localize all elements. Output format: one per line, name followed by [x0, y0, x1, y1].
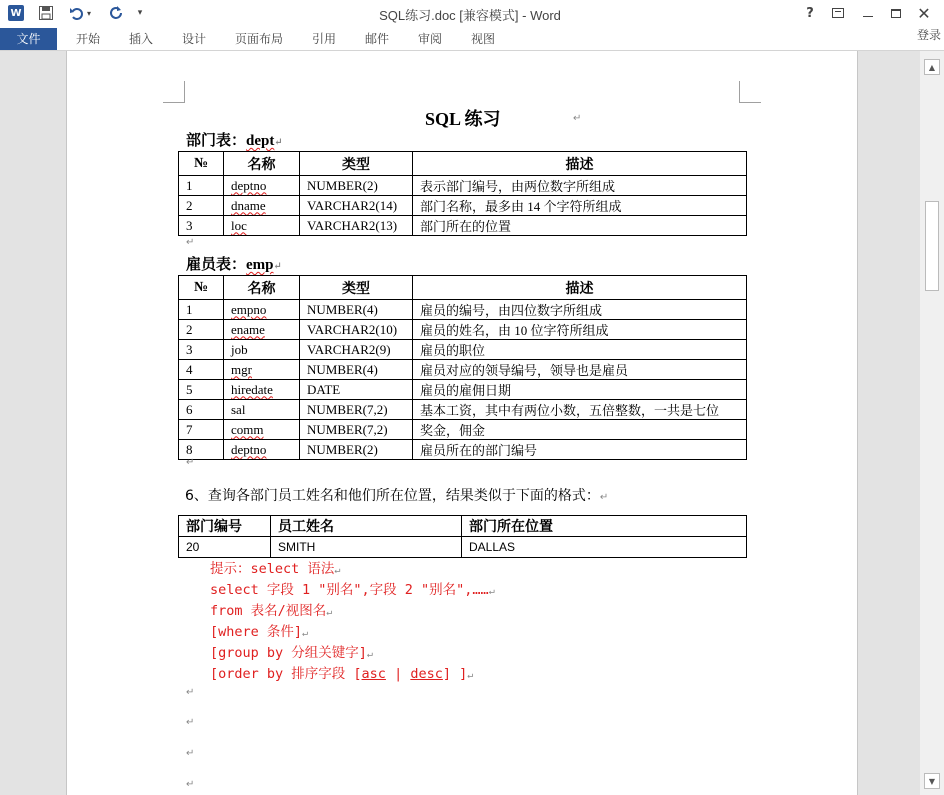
- table-cell: empno: [224, 300, 300, 320]
- table-cell: VARCHAR2(13): [300, 216, 413, 236]
- table-header-row: [179, 516, 747, 537]
- table-cell: 8: [179, 440, 224, 460]
- table-cell: NUMBER(2): [300, 176, 413, 196]
- col-header: 类型: [300, 152, 413, 176]
- col-header: №: [179, 152, 224, 176]
- table-cell: 雇员所在的部门编号: [413, 440, 747, 460]
- customize-quick-access-icon[interactable]: ▾: [137, 8, 143, 18]
- table-row: [179, 440, 747, 460]
- table-cell: deptno: [224, 440, 300, 460]
- table-cell: 20: [179, 537, 271, 558]
- table-cell: mgr: [224, 360, 300, 380]
- tab-layout[interactable]: 页面布局: [234, 32, 283, 46]
- scroll-up-arrow-icon[interactable]: ▲: [924, 59, 940, 75]
- table-row: [179, 196, 747, 216]
- paragraph-mark: ↵: [573, 113, 582, 124]
- hint-line: [where 条件]↵: [210, 624, 309, 640]
- table-cell: VARCHAR2(10): [300, 320, 413, 340]
- table-cell: NUMBER(7,2): [300, 420, 413, 440]
- table-row: [179, 360, 747, 380]
- ribbon-display-options-button[interactable]: [828, 4, 848, 22]
- table-cell: NUMBER(4): [300, 300, 413, 320]
- col-header: №: [179, 276, 224, 300]
- hint-line: 提示：select 语法↵: [210, 561, 341, 577]
- table-cell: dname: [224, 196, 300, 216]
- close-button[interactable]: ✕: [917, 3, 931, 23]
- table-cell: DATE: [300, 380, 413, 400]
- emp-heading: 雇员表：emp↵: [186, 257, 282, 273]
- tab-file[interactable]: 文件: [0, 28, 57, 50]
- maximize-button[interactable]: [886, 4, 906, 22]
- table-row: [179, 176, 747, 196]
- window-title: SQL练习.doc [兼容模式] - Word: [379, 8, 561, 23]
- table-cell: NUMBER(7,2): [300, 400, 413, 420]
- col-header: 名称: [224, 152, 300, 176]
- table-row: [179, 300, 747, 320]
- col-header: 类型: [300, 276, 413, 300]
- table-cell: deptno: [224, 176, 300, 196]
- col-header: 部门所在位置: [462, 516, 747, 537]
- table-cell: hiredate: [224, 380, 300, 400]
- document-page[interactable]: [66, 51, 858, 795]
- table-header-row: [179, 152, 747, 176]
- help-button[interactable]: ?: [806, 5, 814, 21]
- scroll-down-arrow-icon[interactable]: ▼: [924, 773, 940, 789]
- table-cell: sal: [224, 400, 300, 420]
- hint-line: [order by 排序字段 [asc | desc] ]↵: [210, 666, 474, 682]
- tab-insert[interactable]: 插入: [128, 32, 153, 46]
- tab-view[interactable]: 视图: [470, 32, 495, 46]
- table-cell: 部门所在的位置: [413, 216, 747, 236]
- table-header-row: [179, 276, 747, 300]
- table-row: [179, 380, 747, 400]
- table-cell: comm: [224, 420, 300, 440]
- table-row: [179, 216, 747, 236]
- tab-review[interactable]: 审阅: [417, 32, 442, 46]
- table-cell: 1: [179, 300, 224, 320]
- table-cell: 雇员的姓名，由 10 位字符所组成: [413, 320, 747, 340]
- vertical-scrollbar[interactable]: [920, 51, 944, 795]
- table-cell: SMITH: [271, 537, 462, 558]
- col-header: 描述: [413, 152, 747, 176]
- page-title: SQL 练习: [425, 109, 501, 129]
- document-area: [0, 51, 920, 795]
- table-cell: NUMBER(4): [300, 360, 413, 380]
- col-header: 部门编号: [179, 516, 271, 537]
- paragraph-mark: ↵: [186, 748, 195, 759]
- title-bar: [0, 0, 944, 28]
- tab-home[interactable]: 开始: [75, 32, 100, 46]
- table-cell: 表示部门编号，由两位数字所组成: [413, 176, 747, 196]
- ribbon-tabs: [0, 28, 944, 50]
- table-cell: VARCHAR2(9): [300, 340, 413, 360]
- table-cell: loc: [224, 216, 300, 236]
- table-cell: NUMBER(2): [300, 440, 413, 460]
- crop-mark: [163, 81, 185, 103]
- hint-line: from 表名/视图名↵: [210, 603, 333, 619]
- table-cell: 部门名称，最多由 14 个字符所组成: [413, 196, 747, 216]
- tab-references[interactable]: 引用: [311, 32, 336, 46]
- table-cell: job: [224, 340, 300, 360]
- col-header: 员工姓名: [271, 516, 462, 537]
- tab-design[interactable]: 设计: [181, 32, 206, 46]
- emp-table: [178, 275, 747, 460]
- col-header: 名称: [224, 276, 300, 300]
- table-cell: 雇员对应的领导编号，领导也是雇员: [413, 360, 747, 380]
- table-cell: 5: [179, 380, 224, 400]
- paragraph-mark: ↵: [186, 237, 195, 248]
- table-cell: 2: [179, 196, 224, 216]
- table-cell: 4: [179, 360, 224, 380]
- table-cell: 7: [179, 420, 224, 440]
- undo-icon[interactable]: ▾: [66, 3, 94, 23]
- table-cell: 基本工资，其中有两位小数，五倍整数，一共是七位: [413, 400, 747, 420]
- table-row: [179, 400, 747, 420]
- table-cell: 雇员的雇佣日期: [413, 380, 747, 400]
- table-cell: 1: [179, 176, 224, 196]
- table-cell: 3: [179, 216, 224, 236]
- login-link[interactable]: 登录: [916, 28, 941, 42]
- table-cell: 2: [179, 320, 224, 340]
- save-icon[interactable]: [36, 3, 56, 23]
- dept-table: [178, 151, 747, 236]
- table-cell: 奖金，佣金: [413, 420, 747, 440]
- scrollbar-thumb[interactable]: [925, 201, 939, 291]
- paragraph-mark: ↵: [186, 457, 195, 468]
- paragraph-mark: ↵: [186, 717, 195, 728]
- table-row: [179, 420, 747, 440]
- result-table: [178, 515, 747, 558]
- paragraph-mark: ↵: [186, 779, 195, 790]
- table-cell: DALLAS: [462, 537, 747, 558]
- minimize-button[interactable]: [858, 4, 878, 22]
- table-cell: 6: [179, 400, 224, 420]
- table-row: [179, 320, 747, 340]
- table-row: [179, 340, 747, 360]
- table-cell: 3: [179, 340, 224, 360]
- hint-line: [group by 分组关键字]↵: [210, 645, 373, 661]
- col-header: 描述: [413, 276, 747, 300]
- table-row: [179, 537, 747, 558]
- table-cell: ename: [224, 320, 300, 340]
- crop-mark: [739, 81, 761, 103]
- word-icon[interactable]: W: [6, 3, 26, 23]
- table-cell: VARCHAR2(14): [300, 196, 413, 216]
- tab-mailings[interactable]: 邮件: [364, 32, 389, 46]
- hint-line: select 字段 1 "别名",字段 2 "别名",……↵: [210, 582, 495, 598]
- dept-heading: 部门表：dept↵: [186, 133, 283, 149]
- question-6: 6、查询各部门员工姓名和他们所在位置，结果类似于下面的格式：↵: [185, 488, 609, 504]
- table-cell: 雇员的职位: [413, 340, 747, 360]
- paragraph-mark: ↵: [186, 687, 195, 698]
- table-cell: 雇员的编号，由四位数字所组成: [413, 300, 747, 320]
- redo-icon[interactable]: [106, 3, 126, 23]
